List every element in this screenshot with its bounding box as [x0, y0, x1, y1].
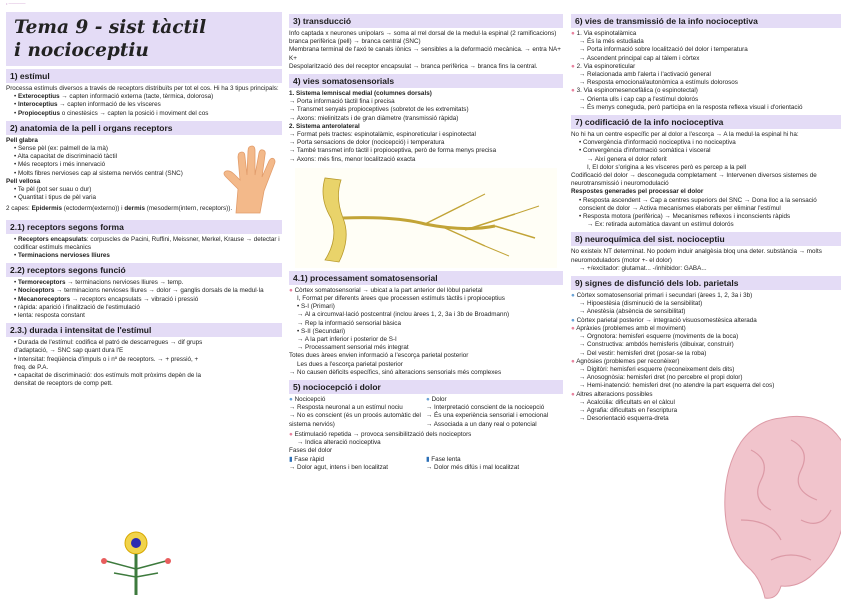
list-item: → Desorientació esquerra-dreta: [579, 415, 669, 423]
glabra-list: [6, 145, 216, 178]
list-item: → Dolor agut, intens i ben localitzat: [289, 463, 389, 471]
list-item: → Anosognòsia: hemisferi dret (no percebre el propi dolor): [579, 374, 743, 382]
list-item: → Format pels tractes: espinotalàmic, espinoreticular i espinotectal: [289, 131, 476, 139]
list-item: • S-II (Secundari): [297, 327, 346, 335]
list-item: I, Format per diferents àrees que processen estímuls tàctils i propioceptius: [297, 295, 505, 303]
list-item: ● Apràxies (problemes amb el moviment): [571, 325, 841, 333]
section-signes-heading: 9) signes de disfunció dels lob. parietals: [571, 276, 841, 290]
respostes-label: Respostes generades pel processar el dolor: [571, 188, 704, 196]
lemniscal-label: 1. Sistema lemniscal medial (columnes dorsals): [289, 90, 432, 98]
column-right: [571, 0, 841, 600]
list-item: → Porta sensacions de dolor (nocicepció) i temperatura: [289, 139, 445, 147]
column-middle: [289, 0, 563, 600]
section-processament-heading: 4.1) processament somatosensorial: [289, 271, 563, 285]
list-item: → Transmet senyals propioceptives (sobretot de les extremitats): [289, 106, 469, 114]
list-item: • Quantitat i tipus de pèl varia: [14, 194, 216, 202]
column-left: [6, 0, 282, 600]
list-item: ● Estimulació repetida → provoca sensibilització dels nociceptors: [289, 431, 563, 439]
list-item: → Rep la informació sensorial bàsica: [297, 319, 401, 327]
list-item: • Més receptors i més innervació: [14, 161, 216, 169]
list-item: → Indica alteració nociceptiva: [297, 439, 381, 447]
list-item: → Digitòri: hemisferi esquerre (reconeixement dels dits): [579, 365, 735, 373]
list-item: • Resposta motora (perifèrica) → Mecanismes reflexos i inconscients ràpids: [579, 213, 841, 221]
list-item: ● Còrtex somatosensorial primari i secundari (àrees 1, 2, 3a i 3b): [571, 292, 841, 300]
list-item: → Així genera el dolor referit: [587, 155, 667, 163]
section-vies-transmissio-heading: 6) vies de transmissió de la info nocioceptiva: [571, 14, 841, 28]
list-item: ● 2. Via espinoreticular: [571, 63, 841, 71]
list-item: • Intensitat: freqüència d'impuls o i nº de receptors. → + pressió, + freq. de P.A.: [14, 356, 204, 372]
receptors-funcio-list: [6, 279, 282, 304]
list-item: • Durada de l'estímul: codifica el patró de descarregues → dif grups d'adaptació, → SNC sap quant dura l'E: [14, 339, 204, 355]
list-item: • lenta: resposta constant: [14, 312, 282, 320]
list-item: → Porta informació sobre localització del dolor i temperatura: [579, 46, 748, 54]
transduccio-line: Info captada x neurones unipolars → soma al rrel dorsal de la medul·la espinal (2 ramificacions): [289, 30, 557, 37]
fases-label: Fases del dolor: [289, 447, 333, 455]
list-item: ● Còrtex somatosensorial → ubicat a la part anterior del lòbul parietal: [289, 287, 563, 295]
receptors-forma-list: [6, 236, 282, 261]
list-item: → Processament sensorial més integrat: [297, 344, 409, 352]
list-item: → És una experiència sensorial i emocional: [426, 412, 549, 420]
list-item: • Convergència d'informació somàtica i visceral: [579, 147, 841, 155]
list-item: → No es conscient (és un procés automàtic del sistema nerviós): [289, 412, 421, 428]
section-receptors-funcio-heading: 2.2) receptors segons funció: [6, 263, 282, 277]
title-line-2: i nocioceptiu: [14, 40, 149, 61]
pell-glabra-label: Pell glabra: [6, 136, 38, 144]
header-tag: • ──────: [6, 1, 26, 6]
list-item: → És menys coneguda, però participa en la resposta reflexa visual i d'orientació: [579, 103, 803, 111]
hand-illustration: [218, 143, 280, 215]
mecano-sub-list: [6, 304, 282, 320]
list-item: • Mecanoreceptors → receptors encapsulats → vibració i pressió: [14, 296, 282, 304]
capes-text: 2 capes: Epidermis (ectoderm(externo)) i dermis (mesoderm(intern, receptors)).: [6, 205, 233, 213]
list-item: → Resposta emocional/autonòmica a estímuls dolorosos: [579, 79, 738, 87]
list-item: • Exteroceptius → capten informació externa (tacte, tèrmica, dolorosa): [14, 93, 282, 101]
list-item: → Porta informació tàctil fina i precisa: [289, 98, 395, 106]
list-item: → Ex: retirada automàtica davant un estímul dolorós: [587, 221, 734, 229]
list-item: → Axons: més fins, menor localització exacta: [289, 155, 416, 163]
neuroquimica-text: No existeix NT determinat. No podem induir analgèsia bloq una deter. substància → molts neuromoduladors (motor +- el dolor): [571, 248, 822, 264]
section-neuroquimica-heading: 8) neuroquímica del sist. nocioceptiu: [571, 232, 841, 246]
list-item: → Hemi-inatenció: hemisferi dret (no atendre la part esquerra del cos): [579, 382, 775, 390]
list-item: • Propioceptius o cinestèsics → capten la posició i moviment del cos: [14, 110, 282, 118]
list-item: → A la part inferior i posterior de S-I: [297, 336, 397, 344]
list-item: • Te pèl (pot ser suau o dur): [14, 186, 216, 194]
list-item: • ràpida: aparició i finalització de l'estimulació: [14, 304, 282, 312]
list-item: → Anestèsia (absència de sensibilitat): [579, 308, 686, 316]
section-nociocepcio-heading: 5) nociocepció i dolor: [289, 380, 563, 394]
signes-list: [571, 292, 841, 423]
list-item: • Molts fibres nervioses cap al sistema nerviós central (SNC): [14, 170, 216, 178]
list-item: → Ascendent principal cap al tàlem i còrtex: [579, 54, 700, 62]
list-item: • Interoceptius → capten informació de les vísceres: [14, 101, 282, 109]
list-item: ● Agnòsies (problemes per reconèixer): [571, 358, 841, 366]
list-item: Les dues a l'escorça parietal posterior: [297, 360, 403, 368]
page-title: [6, 12, 282, 66]
transduccio-line: Membrana terminal de l'axó te canals iònics → sensibles a la deformació mecànica. → entra NA+ K+: [289, 46, 561, 62]
transduccio-line: branca perifèrica (pell) → branca central (SNC): [289, 38, 421, 46]
list-item: → Relacionada amb l'alerta i l'activació general: [579, 71, 711, 79]
list-item: → Constructiva: ambdós hemisferis (dibuixar, construir): [579, 341, 734, 349]
transduccio-line: Despolarització des del receptor encapsulat → branca perifèrica → branca fins la central.: [289, 62, 538, 70]
list-item: → Del vestir: hemisferi dret (posar-se la roba): [579, 349, 707, 357]
estimul-text: Processa estímuls diversos a través de receptors distribuïts per tot el cos. Hi ha 3 tipus principals:: [6, 85, 279, 92]
list-item: → Orienta ulls i cap cap a l'estímul dolorós: [579, 95, 699, 103]
list-item: • Resposta ascendent → Cap a centres superiors del SNC → Dona lloc a la sensació conscient de dolor → Activa mecanismes elaborats per eliminar l'estímul: [579, 197, 841, 213]
list-item: → Dolor més difús i mal localitzat: [426, 463, 520, 471]
vellosa-list: [6, 186, 216, 202]
list-item: → Orgnotora: hemisferi esquerre (moviments de la boca): [579, 333, 739, 341]
list-item: → Hipoestèsia (disminució de la sensibilitat): [579, 300, 703, 308]
dolor-label: ● Dolor: [426, 396, 563, 404]
section-anatomia-heading: 2) anatomia de la pell i organs receptors: [6, 121, 282, 135]
pell-vellosa-label: Pell vellosa: [6, 177, 41, 185]
estimul-list: [6, 93, 282, 118]
nerve-drawing: [295, 168, 557, 268]
list-item: → Associada a un dany real o potencial: [426, 420, 537, 428]
list-item: • Termoreceptors → terminacions nervioses lliures → temp.: [14, 279, 282, 287]
fases-compare: [289, 456, 563, 472]
list-item: → Agrafia: dificultats en l'escriptura: [579, 406, 678, 414]
list-item: • Convergència d'informació nociceptiva i no nociceptiva: [579, 139, 841, 147]
section-receptors-forma-heading: 2.1) receptors segons forma: [6, 220, 282, 234]
list-item: → Acalcúlia: dificultats en el càlcul: [579, 398, 675, 406]
list-item: • Alta capacitat de discriminació tàctil: [14, 153, 216, 161]
nocicepcio-dolor-compare: [289, 396, 563, 429]
durada-list: [6, 339, 204, 388]
list-item: ● 3. Via espinomesencefàlica (o espinotectal): [571, 87, 841, 95]
nocicepcio-label: ● Nocicepció: [289, 396, 426, 404]
list-item: ● Altres alteracions possibles: [571, 391, 841, 399]
neuron-illustration: [96, 525, 176, 597]
respostes-list: [571, 197, 841, 222]
title-line-1: Tema 9 - sist tàctil: [14, 17, 207, 38]
list-item: Totes dues àrees envien informació a l'escorça parietal posterior: [289, 352, 469, 360]
section-transduccio-heading: 3) transducció: [289, 14, 563, 28]
section-estimul-heading: 1) estímul: [6, 69, 282, 83]
codificacio-text: Codificació del dolor → desconeguda completament → Intervenen diversos sistemes de neurotransmissió i neuromodulació: [571, 172, 817, 188]
section-codificacio-heading: 7) codificació de la info nocioceptiva: [571, 115, 841, 129]
section-durada-heading: 2.3.) durada i intensitat de l'estímul: [6, 323, 282, 337]
section-vies-somato-heading: 4) vies somatosensorials: [289, 74, 563, 88]
list-item: • S-I (Primari): [297, 303, 335, 311]
anterolateral-label: 2. Sistema anterolateral: [289, 122, 360, 130]
list-item: → Al a circumval·lació postcentral (inclou àrees 1, 2, 3a i 3b de Broadmann): [297, 311, 510, 319]
list-item: → Axons: mielinitzats i de gran diàmetre (transmissió ràpida): [289, 114, 459, 122]
list-item: → També transmet info tàctil i propioceptiva, però de forma menys precisa: [289, 147, 497, 155]
codificacio-intro: No hi ha un centre específic per al dolor a l'escorça → A la medul·la espinal hi ha:: [571, 131, 799, 139]
codificacio-list: [571, 139, 841, 155]
list-item: → Resposta neuronal a un estímul nociu: [289, 404, 403, 412]
fase-rapid-label: ▮ Fase ràpid: [289, 455, 324, 463]
list-item: → És la més estudiada: [579, 38, 644, 46]
list-item: ● 1. Via espinotalàmica: [571, 30, 841, 38]
fase-lenta-label: ▮ Fase lenta: [426, 455, 461, 463]
list-item: • Terminacions nervioses lliures: [14, 252, 282, 260]
neuroquimica-text: → +/excitador: glutamat... -/inhibidor: GABA...: [579, 264, 707, 272]
vies-transmissio-list: [571, 30, 841, 112]
list-item: • Sense pèl (ex: palmell de la mà): [14, 145, 216, 153]
list-item: • capacitat de discriminació: dos estímuls molt pròxims depèn de la densitat de receptors de comp pett.: [14, 372, 204, 388]
list-item: I, El dolor s'origina a les vísceres però es percep a la pell: [587, 163, 747, 171]
list-item: • Receptors encapsulats: corpuscles de Pacini, Ruffini, Meissner, Merkel, Krause → detectar i codificar estímuls mecànics: [14, 236, 282, 252]
list-item: • Nociceptors → terminacions nervioses lliures → dolor → ganglis dorsals de la medul·la: [14, 287, 282, 295]
brain-illustration: [721, 410, 841, 600]
list-item: → No causen dèficits específics, sinó alteracions sensorials més complexes: [289, 368, 502, 376]
list-item: → Interpretació conscient de la nocicepció: [426, 404, 545, 412]
list-item: ● Còrtex parietal posterior → integració visuosomestèsica alterada: [571, 317, 841, 325]
